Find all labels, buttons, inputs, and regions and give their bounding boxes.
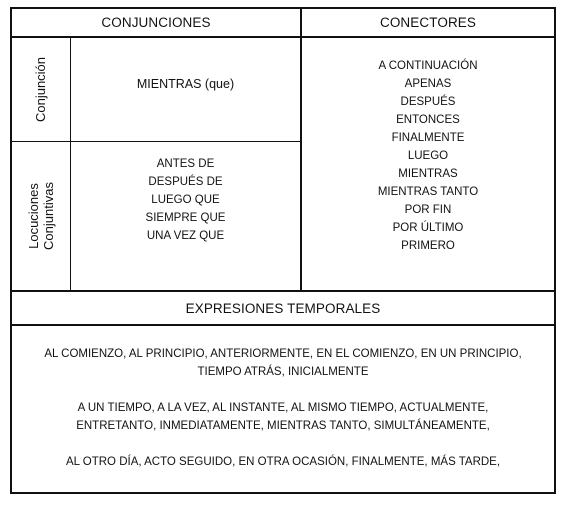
expresiones-line: A UN TIEMPO, A LA VEZ, AL INSTANTE, AL MISMO TIEMPO, ACTUALMENTE,	[77, 402, 489, 414]
locuciones-label-line2: Conjuntivas	[41, 182, 56, 250]
conjuncion-text: MIENTRAS (que)	[136, 77, 235, 91]
conector-item: DESPUÉS	[400, 95, 456, 108]
expresiones-line: TIEMPO ATRÁS, INICIALMENTE	[197, 366, 369, 378]
conectores-list	[302, 38, 554, 273]
expresiones-paragraph	[12, 453, 554, 471]
conector-item: FINALMENTE	[391, 131, 465, 144]
locucion-item: LUEGO QUE	[151, 193, 220, 206]
conector-item: MIENTRAS TANTO	[377, 185, 479, 198]
locucion-item: UNA VEZ QUE	[146, 229, 225, 242]
expresiones-line: ENTRETANTO, INMEDIATAMENTE, MIENTRAS TANTO, SIMULTÁNEAMENTE,	[76, 420, 490, 432]
conjunciones-header: CONJUNCIONES	[101, 15, 211, 30]
conector-item: A CONTINUACIÓN	[378, 59, 478, 72]
locucion-item: ANTES DE	[156, 157, 215, 170]
conector-item: LUEGO	[407, 149, 449, 162]
locuciones-label-cell	[12, 142, 70, 290]
conector-item: PRIMERO	[401, 239, 455, 252]
conectores-header: CONECTORES	[379, 15, 476, 30]
conector-item: ENTONCES	[396, 113, 460, 126]
locuciones-label-line1: Locuciones	[26, 183, 41, 249]
conector-item: POR FIN	[404, 203, 452, 216]
expresiones-line: AL OTRO DÍA, ACTO SEGUIDO, EN OTRA OCASIÓN, FINALMENTE, MÁS TARDE,	[65, 456, 501, 468]
expressions-header-divider	[10, 324, 556, 326]
expresiones-paragraph	[12, 399, 554, 435]
conector-item: MIENTRAS	[398, 167, 458, 180]
locuciones-label	[26, 182, 56, 250]
locucion-item: DESPUÉS DE	[148, 175, 223, 188]
expresiones-line: AL COMIENZO, AL PRINCIPIO, ANTERIORMENTE, EN EL COMIENZO, EN UN PRINCIPIO,	[44, 348, 522, 360]
locuciones-list	[71, 142, 300, 257]
locucion-item: SIEMPRE QUE	[145, 211, 226, 224]
conjuncion-label: Conjunción	[33, 56, 49, 123]
conector-item: APENAS	[404, 77, 452, 90]
conector-item: POR ÚLTIMO	[392, 221, 464, 234]
conjuncion-content-cell	[71, 38, 300, 130]
expresiones-content	[12, 345, 554, 471]
expresiones-paragraph	[12, 345, 554, 381]
conjuncion-label-cell	[12, 38, 70, 141]
expresiones-header: EXPRESIONES TEMPORALES	[185, 300, 381, 316]
